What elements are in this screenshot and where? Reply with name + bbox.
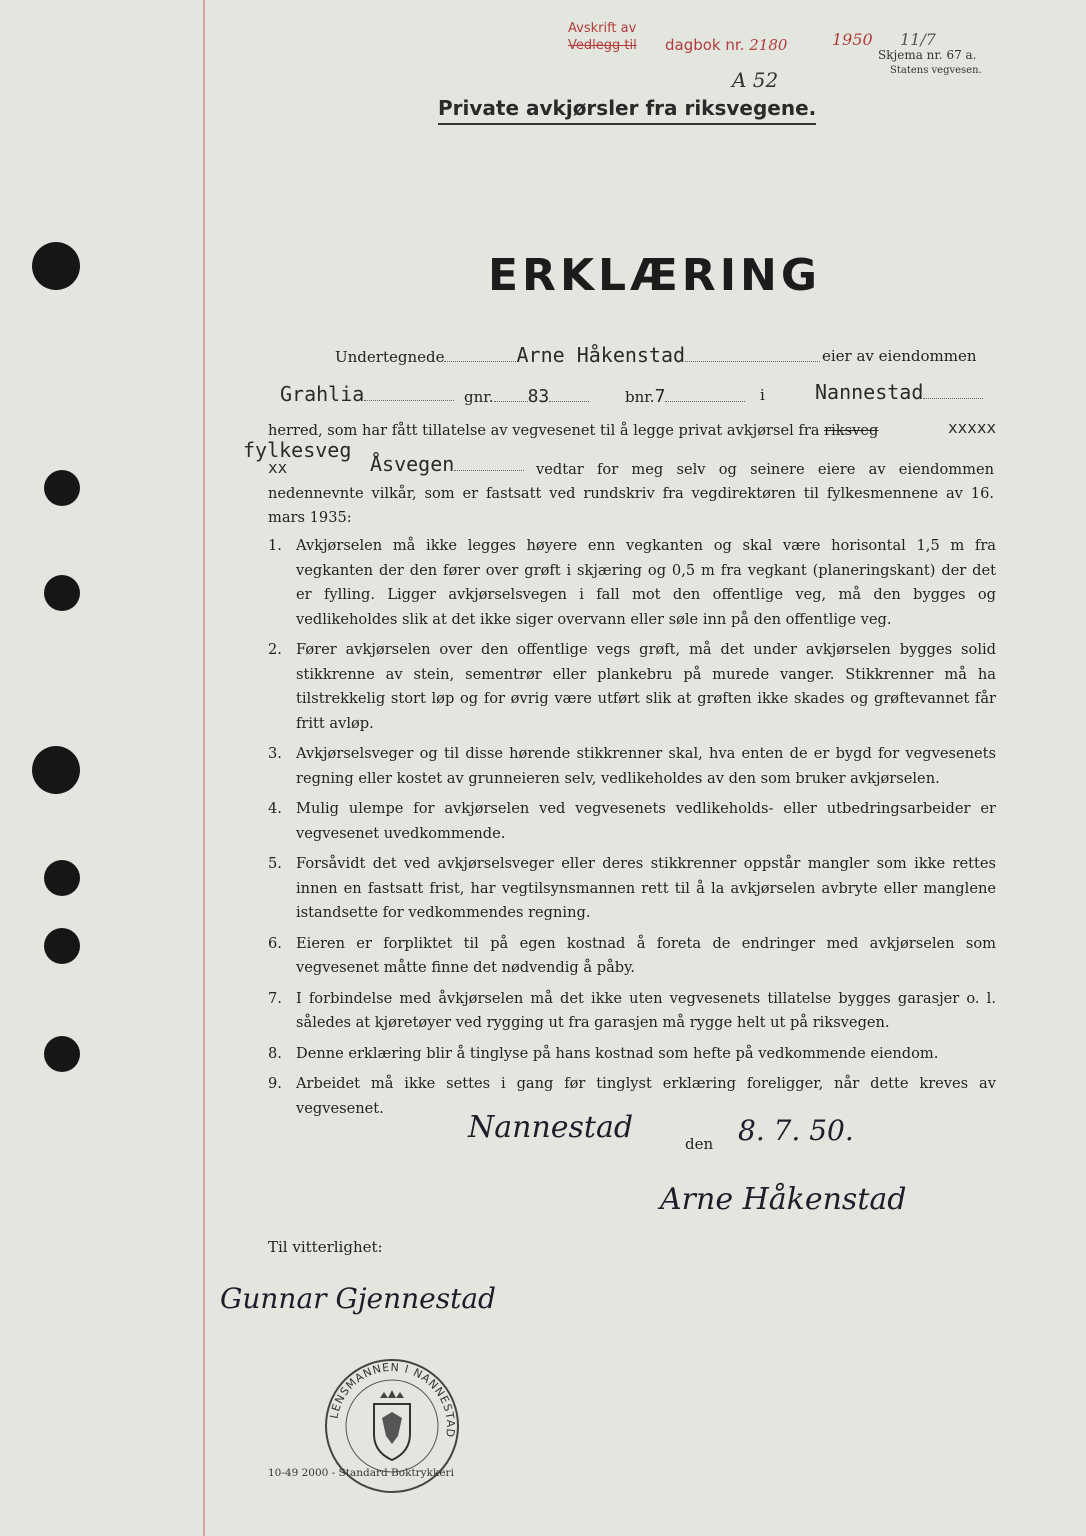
condition-text: Fører avkjørselen over den offentlige vegs grøft, må det under avkjørselen bygges solid stikkrenne av stein, sementrør eller plankebru på murede vanger. Stikkrenner må ha tilstrekkelig stort løp og for øvrig være utført slik at grøften ikke skades og grøftevannet får fritt avløp. <box>296 641 996 732</box>
condition-item <box>268 852 996 926</box>
property-name: Grahlia <box>280 382 365 406</box>
condition-number: 7. <box>268 989 282 1007</box>
bnr-value: 7 <box>654 386 666 407</box>
property-line <box>280 382 454 406</box>
stamp-line-1: Avskrift av <box>568 21 637 36</box>
gnr-field: gnr. 83 <box>464 386 589 407</box>
file-reference: A 52 <box>732 68 779 92</box>
condition-text: Avkjørselsveger og til disse hørende stikkrenner skal, hva enten de er bygd for vegvesenets regning eller kostet av grunneieren selv, vedlikeholdes av den som bruker avkjørselen. <box>296 745 996 787</box>
margin-rule <box>203 0 205 1536</box>
signature-place: Nannestad <box>468 1110 634 1145</box>
dagbok-stamp: dagbok nr. 2180 <box>665 36 788 54</box>
municipality: Nannestad <box>815 380 924 404</box>
dagbok-number: 2180 <box>749 36 788 54</box>
signature-date: 8. 7. 50. <box>738 1114 854 1147</box>
crown-icon <box>380 1390 404 1398</box>
road-type: fylkesveg <box>243 438 352 462</box>
condition-number: 2. <box>268 641 282 658</box>
registry-stamp <box>568 20 637 54</box>
gnr-value: 83 <box>527 386 550 407</box>
condition-item <box>268 932 996 981</box>
condition-text: Denne erklæring blir å tinglyse på hans kostnad som hefte på vedkommende eiendom. <box>296 1044 939 1062</box>
punch-hole <box>32 242 80 290</box>
document-page: Avskrift av Vedlegg til dagbok nr. 2180 1950 11/7 Skjema nr. 67 a. Statens vegvesen. A 52 Private avkjørsler fra riksvegene. ERKLÆRING Undertegnede Arne Håkenstad eier av eiendommen Grahlia gnr. 83 bnr.7 i Nannestad herred, som har fått tillatelse av vegvesenet til å legge privat avkjørsel fra riksveg xxxxx fylkesveg xx Åsvegen vedtar for meg selv og seinere eiere av eiendommen nedennevnte vilkår, som er fastsatt ved rundskriv fra vegdirektøren til fylkesmennene av 16. mars 1935: 1. Avkjørselen må ikke legges høyere enn vegkanten og skal være horisontal 1,5 m fra vegkanten der den fører over grøft i skjæring og 0,5 m fra vegkant (planeringskant) der det er fylling. Ligger avkjørselsvegen i fall mot den offentlige veg, må den bygges og vedlikeholdes slik at det ikke siger overvann eller søle inn på den offentlige veg. 2. Fører avkjørselen over den offentlige vegs grøft, må det under avkjørselen bygges solid stikkrenne av stein, sementrør eller plankebru på murede vanger. Stikkrenner må ha tilstrekkelig stort løp og for øvrig være utført slik at grøften ikke skades og grøftevannet får fritt avløp. 3. Avkjørselsveger og til disse hørende stikkrenner skal, hva enten de er bygd for vegvesenets regning eller kostet av grunneieren selv, vedlikeholdes av den som bruker avkjørselen. 4. Mulig ulempe for avkjørselen ved vegvesenets vedlikeholds- eller utbedringsarbeider er vegvesenet uvedkommende. 5. Forsåvidt det ved avkjørselsveger eller deres stikkrenner oppstår mangler som ikke rettes innen en fastsatt frist, har vegtilsynsmannen rett til å la avkjørselen avbryte eller manglene istandsette for vedkommendes regning. 6. Eieren er forpliktet til på egen kostnad å foreta de endringer med avkjørselen som vegvesenet måtte finne det nødvendig å påby. 7. I forbindelse med åvkjørselen må det ikke uten vegvesenets tillatelse bygges garasjer o. l. således at kjøretøyer ved rygging ut fra garasjen må rygge helt ut på riksvegen. 8. Denne erklæring blir å tinglyse på hans kostnad som hefte på vedkommende eiendom. 9. Arbeidet må ikke settes i gang før tinglyst erklæring foreligger, når dette kreves av vegvesenet. Nannestad den 8. 7. 50. Arne Håkenstad Til vitterlighet: Gunnar Gjennestad LENSMANNEN I NANNESTAD 10-49 2000 - Standard Boktrykkeri <box>0 0 1086 1536</box>
printer-footer: 10-49 2000 - Standard Boktrykkeri <box>268 1467 454 1479</box>
condition-number: 8. <box>268 1044 282 1062</box>
condition-text: I forbindelse med åvkjørselen må det ikke uten vegvesenets tillatelse bygges garasjer o. l. således at kjøretøyer ved rygging ut fra garasjen må rygge helt ut på riksvegen. <box>296 989 996 1031</box>
form-number: Skjema nr. 67 a. Statens vegvesen. <box>878 48 982 76</box>
condition-item <box>268 638 996 736</box>
condition-number: 3. <box>268 745 282 762</box>
intro-paragraph: vedtar for meg selv og seinere eiere av eiendommen nedennevnte vilkår, som er fastsatt ved rundskriv fra vegdirektøren til fylkesmennene av 16. mars 1935: <box>268 461 994 526</box>
seal-text: LENSMANNEN I NANNESTAD <box>327 1360 458 1439</box>
herred-line: herred, som har fått tillatelse av vegvesenet til å legge privat avkjørsel fra riksveg <box>268 422 879 439</box>
stamp-date-fraction: 11/7 <box>900 30 936 49</box>
municipality-field <box>815 380 983 404</box>
condition-item <box>268 797 996 846</box>
punch-hole <box>44 1036 80 1072</box>
witness-signature: Gunnar Gjennestad <box>220 1282 496 1315</box>
owner-line: Undertegnede Arne Håkenstad <box>335 343 820 367</box>
road-name: Åsvegen <box>370 452 455 476</box>
eier-text: eier av eiendommen <box>822 347 977 365</box>
condition-number: 1. <box>268 537 282 554</box>
condition-item <box>268 987 996 1036</box>
condition-number: 4. <box>268 800 282 817</box>
punch-hole <box>44 860 80 896</box>
punch-hole <box>32 746 80 794</box>
condition-number: 5. <box>268 855 282 872</box>
condition-item <box>268 1042 996 1067</box>
form-title: Private avkjørsler fra riksvegene. <box>438 96 816 125</box>
page-heading: ERKLÆRING <box>488 250 821 301</box>
witness-label: Til vitterlighet: <box>268 1238 383 1256</box>
punch-hole <box>44 575 80 611</box>
condition-text: Avkjørselen må ikke legges høyere enn vegkanten og skal være horisontal 1,5 m fra vegkanten der den fører over grøft i skjæring og 0,5 m fra vegkant (planeringskant) der det er fylling. Ligger avkjørselsvegen i fall mot den offentlige veg, må den bygges og vedlikeholdes slik at det ikke siger overvann eller søle inn på den offentlige veg. <box>296 537 996 628</box>
owner-name: Arne Håkenstad <box>516 343 686 367</box>
condition-item <box>268 742 996 791</box>
stamp-date-note: 1950 <box>832 30 873 49</box>
bnr-field: bnr.7 <box>625 386 745 407</box>
owner-signature: Arne Håkenstad <box>660 1182 907 1217</box>
lion-emblem-icon <box>382 1412 402 1444</box>
condition-number: 9. <box>268 1075 282 1092</box>
condition-text: Eieren er forpliktet til på egen kostnad å foreta de endringer med avkjørselen som vegvesenet måtte finne det nødvendig å påby. <box>296 934 996 976</box>
punch-hole <box>44 470 80 506</box>
condition-number: 6. <box>268 934 282 952</box>
condition-item <box>268 534 996 632</box>
stamp-line-2: Vedlegg til <box>568 38 637 53</box>
condition-text: Arbeidet må ikke settes i gang før tinglyst erklæring foreligger, når dette kreves av vegvesenet. <box>296 1075 996 1117</box>
condition-text: Forsåvidt det ved avkjørselsveger eller deres stikkrenner oppstår mangler som ikke rettes innen en fastsatt frist, har vegtilsynsmannen rett til å la avkjørselen avbryte eller manglene istandsette for vedkommendes regning. <box>296 855 996 921</box>
condition-text: Mulig ulempe for avkjørselen ved vegvesenets vedlikeholds- eller utbedringsarbeider er vegvesenet uvedkommende. <box>296 800 996 842</box>
punch-hole <box>44 928 80 964</box>
conditions-list <box>268 534 996 1127</box>
agency-name: Statens vegvesen. <box>890 65 982 76</box>
